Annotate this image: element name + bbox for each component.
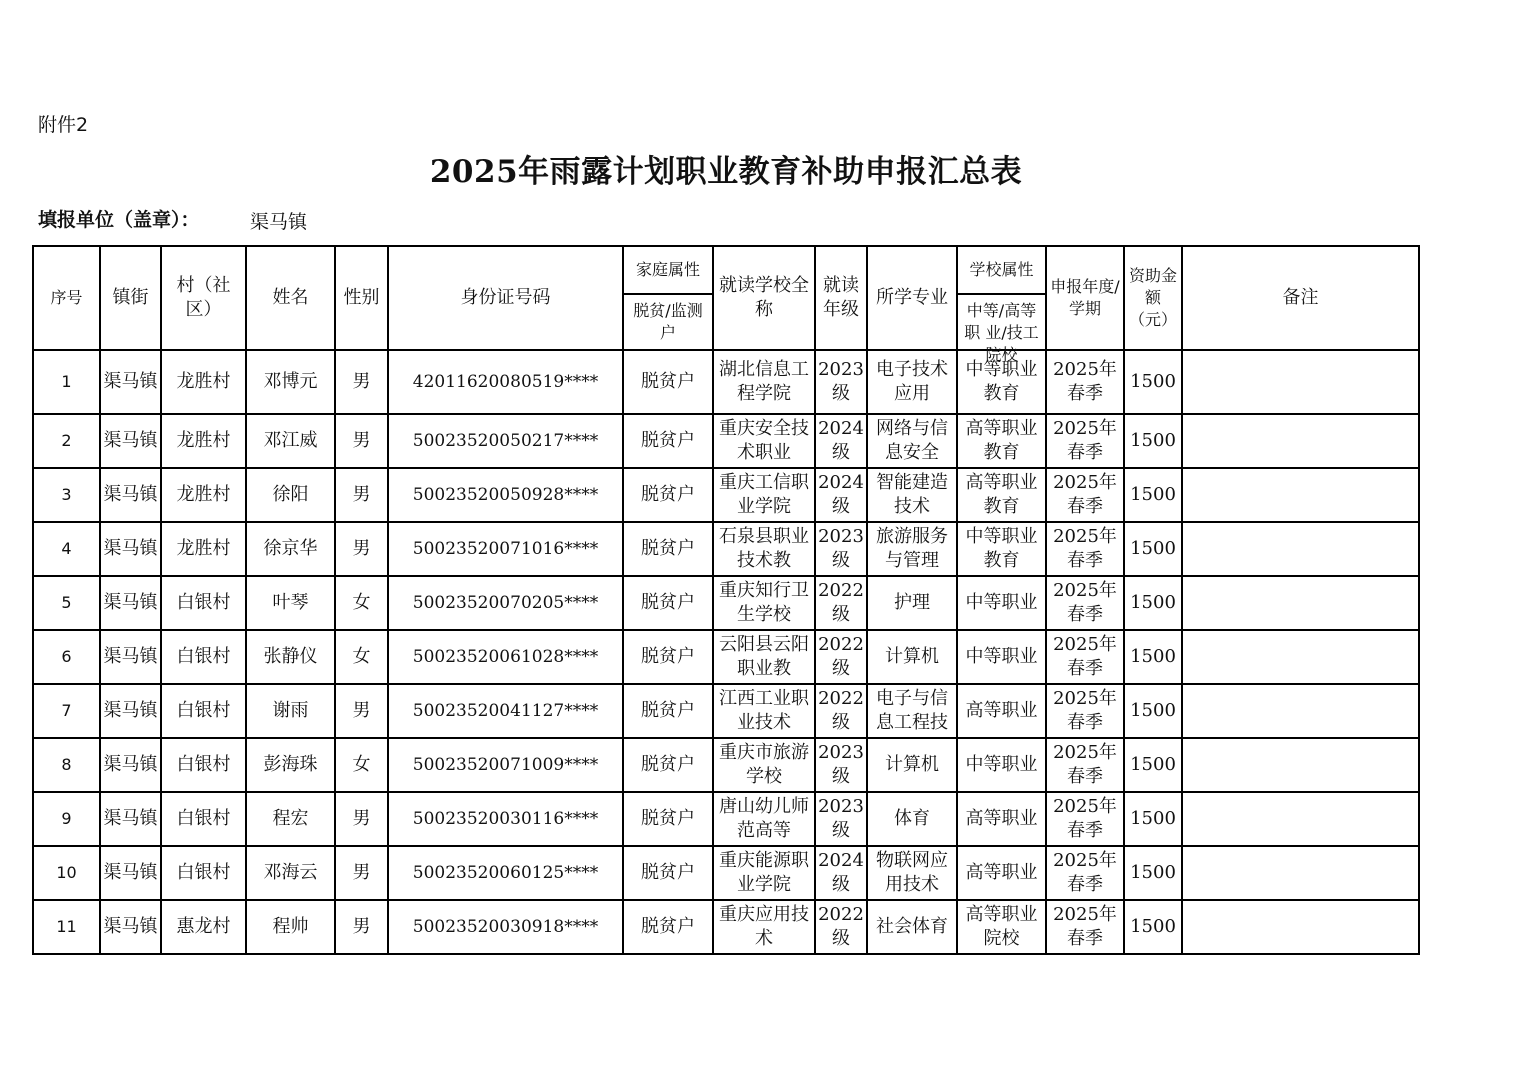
header-school-sub: 中等/高等职 业/技工院校 bbox=[957, 294, 1046, 350]
header-remark: 备注 bbox=[1182, 246, 1419, 350]
cell-grade: 2022级 bbox=[815, 576, 867, 630]
header-name: 姓名 bbox=[246, 246, 335, 350]
cell-id: 50023520071009**** bbox=[388, 738, 623, 792]
cell-town: 渠马镇 bbox=[100, 792, 161, 846]
cell-seq: 5 bbox=[33, 576, 100, 630]
cell-name: 彭海珠 bbox=[246, 738, 335, 792]
cell-family: 脱贫户 bbox=[623, 900, 713, 954]
cell-grade: 2022级 bbox=[815, 684, 867, 738]
cell-seq: 6 bbox=[33, 630, 100, 684]
cell-period: 2025年春季 bbox=[1046, 900, 1124, 954]
cell-grade: 2024级 bbox=[815, 846, 867, 900]
cell-seq: 10 bbox=[33, 846, 100, 900]
cell-family: 脱贫户 bbox=[623, 576, 713, 630]
cell-school-type: 高等职业 bbox=[957, 792, 1046, 846]
cell-town: 渠马镇 bbox=[100, 468, 161, 522]
cell-town: 渠马镇 bbox=[100, 522, 161, 576]
table-row bbox=[33, 846, 1419, 900]
cell-period: 2025年春季 bbox=[1046, 468, 1124, 522]
cell-family: 脱贫户 bbox=[623, 684, 713, 738]
cell-gender: 男 bbox=[335, 414, 388, 468]
cell-seq: 1 bbox=[33, 350, 100, 414]
unit-label: 填报单位（盖章）： bbox=[38, 209, 200, 231]
cell-remark bbox=[1182, 792, 1419, 846]
cell-gender: 男 bbox=[335, 900, 388, 954]
cell-grade: 2023级 bbox=[815, 522, 867, 576]
cell-town: 渠马镇 bbox=[100, 350, 161, 414]
cell-school: 重庆安全技术职业 bbox=[713, 414, 815, 468]
cell-major: 计算机 bbox=[867, 738, 957, 792]
cell-remark bbox=[1182, 900, 1419, 954]
attachment-label: 附件2 bbox=[38, 114, 89, 136]
table-row bbox=[33, 792, 1419, 846]
header-major: 所学专业 bbox=[867, 246, 957, 350]
cell-village: 惠龙村 bbox=[161, 900, 246, 954]
cell-school: 唐山幼儿师范高等 bbox=[713, 792, 815, 846]
cell-amount: 1500 bbox=[1124, 468, 1182, 522]
cell-village: 白银村 bbox=[161, 576, 246, 630]
cell-school: 重庆工信职业学院 bbox=[713, 468, 815, 522]
cell-period: 2025年春季 bbox=[1046, 738, 1124, 792]
cell-gender: 男 bbox=[335, 684, 388, 738]
cell-period: 2025年春季 bbox=[1046, 684, 1124, 738]
cell-school-type: 中等职业 bbox=[957, 738, 1046, 792]
header-amount: 资助金额（元） bbox=[1124, 246, 1182, 350]
cell-remark bbox=[1182, 738, 1419, 792]
cell-village: 白银村 bbox=[161, 684, 246, 738]
cell-school: 重庆市旅游学校 bbox=[713, 738, 815, 792]
header-gender: 性别 bbox=[335, 246, 388, 350]
table-row bbox=[33, 414, 1419, 468]
cell-school-type: 高等职业院校 bbox=[957, 900, 1046, 954]
cell-village: 白银村 bbox=[161, 792, 246, 846]
cell-school-type: 中等职业 bbox=[957, 630, 1046, 684]
cell-school: 云阳县云阳职业教 bbox=[713, 630, 815, 684]
cell-major: 智能建造技术 bbox=[867, 468, 957, 522]
cell-id: 50023520030116**** bbox=[388, 792, 623, 846]
cell-name: 程帅 bbox=[246, 900, 335, 954]
cell-gender: 男 bbox=[335, 522, 388, 576]
table-row bbox=[33, 350, 1419, 414]
header-family-attr: 家庭属性 bbox=[623, 246, 713, 294]
cell-family: 脱贫户 bbox=[623, 792, 713, 846]
cell-period: 2025年春季 bbox=[1046, 792, 1124, 846]
cell-town: 渠马镇 bbox=[100, 900, 161, 954]
table-row bbox=[33, 630, 1419, 684]
cell-village: 龙胜村 bbox=[161, 522, 246, 576]
header-id: 身份证号码 bbox=[388, 246, 623, 350]
cell-id: 50023520071016**** bbox=[388, 522, 623, 576]
cell-name: 程宏 bbox=[246, 792, 335, 846]
cell-period: 2025年春季 bbox=[1046, 630, 1124, 684]
cell-seq: 11 bbox=[33, 900, 100, 954]
cell-amount: 1500 bbox=[1124, 738, 1182, 792]
cell-id: 42011620080519**** bbox=[388, 350, 623, 414]
cell-school: 重庆应用技术 bbox=[713, 900, 815, 954]
cell-seq: 7 bbox=[33, 684, 100, 738]
cell-major: 电子与信息工程技 bbox=[867, 684, 957, 738]
cell-amount: 1500 bbox=[1124, 350, 1182, 414]
cell-major: 体育 bbox=[867, 792, 957, 846]
cell-period: 2025年春季 bbox=[1046, 350, 1124, 414]
cell-village: 白银村 bbox=[161, 630, 246, 684]
cell-period: 2025年春季 bbox=[1046, 576, 1124, 630]
cell-gender: 男 bbox=[335, 846, 388, 900]
cell-village: 白银村 bbox=[161, 738, 246, 792]
cell-grade: 2024级 bbox=[815, 414, 867, 468]
cell-period: 2025年春季 bbox=[1046, 522, 1124, 576]
cell-major: 护理 bbox=[867, 576, 957, 630]
table-row bbox=[33, 738, 1419, 792]
cell-school-type: 高等职业 bbox=[957, 684, 1046, 738]
cell-seq: 3 bbox=[33, 468, 100, 522]
cell-amount: 1500 bbox=[1124, 576, 1182, 630]
cell-village: 龙胜村 bbox=[161, 350, 246, 414]
cell-remark bbox=[1182, 684, 1419, 738]
cell-id: 50023520061028**** bbox=[388, 630, 623, 684]
cell-name: 徐阳 bbox=[246, 468, 335, 522]
cell-id: 50023520050928**** bbox=[388, 468, 623, 522]
cell-name: 邓博元 bbox=[246, 350, 335, 414]
cell-id: 50023520041127**** bbox=[388, 684, 623, 738]
cell-village: 白银村 bbox=[161, 846, 246, 900]
cell-village: 龙胜村 bbox=[161, 414, 246, 468]
table-row bbox=[33, 684, 1419, 738]
cell-school: 石泉县职业技术教 bbox=[713, 522, 815, 576]
cell-seq: 4 bbox=[33, 522, 100, 576]
cell-name: 谢雨 bbox=[246, 684, 335, 738]
cell-village: 龙胜村 bbox=[161, 468, 246, 522]
header-family-sub: 脱贫/监测户 bbox=[623, 294, 713, 350]
cell-gender: 男 bbox=[335, 350, 388, 414]
cell-amount: 1500 bbox=[1124, 846, 1182, 900]
cell-amount: 1500 bbox=[1124, 630, 1182, 684]
cell-remark bbox=[1182, 468, 1419, 522]
cell-amount: 1500 bbox=[1124, 522, 1182, 576]
cell-seq: 2 bbox=[33, 414, 100, 468]
cell-major: 旅游服务与管理 bbox=[867, 522, 957, 576]
cell-amount: 1500 bbox=[1124, 900, 1182, 954]
cell-remark bbox=[1182, 630, 1419, 684]
cell-major: 计算机 bbox=[867, 630, 957, 684]
cell-name: 张静仪 bbox=[246, 630, 335, 684]
cell-remark bbox=[1182, 576, 1419, 630]
cell-gender: 女 bbox=[335, 738, 388, 792]
cell-gender: 女 bbox=[335, 576, 388, 630]
cell-grade: 2023级 bbox=[815, 792, 867, 846]
cell-remark bbox=[1182, 350, 1419, 414]
page-title: 2025年雨露计划职业教育补助申报汇总表 bbox=[429, 154, 1023, 190]
cell-school: 湖北信息工程学院 bbox=[713, 350, 815, 414]
cell-school-type: 中等职业教育 bbox=[957, 522, 1046, 576]
cell-major: 电子技术应用 bbox=[867, 350, 957, 414]
header-town: 镇街 bbox=[100, 246, 161, 350]
cell-gender: 男 bbox=[335, 792, 388, 846]
cell-name: 叶琴 bbox=[246, 576, 335, 630]
cell-town: 渠马镇 bbox=[100, 684, 161, 738]
cell-major: 网络与信息安全 bbox=[867, 414, 957, 468]
cell-family: 脱贫户 bbox=[623, 738, 713, 792]
table-body bbox=[33, 350, 1419, 954]
cell-gender: 女 bbox=[335, 630, 388, 684]
cell-amount: 1500 bbox=[1124, 414, 1182, 468]
cell-school-type: 高等职业教育 bbox=[957, 414, 1046, 468]
header-school-attr: 学校属性 bbox=[957, 246, 1046, 294]
unit-value: 渠马镇 bbox=[250, 211, 308, 233]
cell-family: 脱贫户 bbox=[623, 522, 713, 576]
cell-gender: 男 bbox=[335, 468, 388, 522]
table-row bbox=[33, 900, 1419, 954]
cell-id: 50023520060125**** bbox=[388, 846, 623, 900]
cell-school-type: 高等职业 bbox=[957, 846, 1046, 900]
cell-family: 脱贫户 bbox=[623, 414, 713, 468]
header-period: 申报年度/学期 bbox=[1046, 246, 1124, 350]
cell-school: 重庆能源职业学院 bbox=[713, 846, 815, 900]
cell-id: 50023520070205**** bbox=[388, 576, 623, 630]
cell-family: 脱贫户 bbox=[623, 350, 713, 414]
cell-remark bbox=[1182, 846, 1419, 900]
cell-remark bbox=[1182, 414, 1419, 468]
cell-amount: 1500 bbox=[1124, 684, 1182, 738]
cell-id: 50023520050217**** bbox=[388, 414, 623, 468]
cell-name: 徐京华 bbox=[246, 522, 335, 576]
cell-town: 渠马镇 bbox=[100, 630, 161, 684]
cell-period: 2025年春季 bbox=[1046, 846, 1124, 900]
cell-family: 脱贫户 bbox=[623, 630, 713, 684]
cell-town: 渠马镇 bbox=[100, 576, 161, 630]
table-row bbox=[33, 468, 1419, 522]
cell-name: 邓海云 bbox=[246, 846, 335, 900]
cell-amount: 1500 bbox=[1124, 792, 1182, 846]
cell-school: 重庆知行卫生学校 bbox=[713, 576, 815, 630]
cell-remark bbox=[1182, 522, 1419, 576]
header-seq: 序号 bbox=[33, 246, 100, 350]
cell-family: 脱贫户 bbox=[623, 468, 713, 522]
cell-town: 渠马镇 bbox=[100, 846, 161, 900]
cell-school-type: 高等职业教育 bbox=[957, 468, 1046, 522]
cell-town: 渠马镇 bbox=[100, 414, 161, 468]
cell-town: 渠马镇 bbox=[100, 738, 161, 792]
summary-table bbox=[32, 245, 1420, 955]
cell-grade: 2022级 bbox=[815, 900, 867, 954]
table-row bbox=[33, 522, 1419, 576]
cell-grade: 2024级 bbox=[815, 468, 867, 522]
cell-school-type: 中等职业 bbox=[957, 576, 1046, 630]
cell-family: 脱贫户 bbox=[623, 846, 713, 900]
header-grade: 就读年级 bbox=[815, 246, 867, 350]
header-village: 村（社区） bbox=[161, 246, 246, 350]
cell-period: 2025年春季 bbox=[1046, 414, 1124, 468]
cell-major: 物联网应用技术 bbox=[867, 846, 957, 900]
cell-seq: 9 bbox=[33, 792, 100, 846]
cell-grade: 2022级 bbox=[815, 630, 867, 684]
cell-school: 江西工业职业技术 bbox=[713, 684, 815, 738]
cell-school-type: 中等职业教育 bbox=[957, 350, 1046, 414]
cell-grade: 2023级 bbox=[815, 350, 867, 414]
cell-seq: 8 bbox=[33, 738, 100, 792]
cell-id: 50023520030918**** bbox=[388, 900, 623, 954]
cell-name: 邓江威 bbox=[246, 414, 335, 468]
cell-major: 社会体育 bbox=[867, 900, 957, 954]
table-row bbox=[33, 576, 1419, 630]
cell-grade: 2023级 bbox=[815, 738, 867, 792]
header-school: 就读学校全称 bbox=[713, 246, 815, 350]
